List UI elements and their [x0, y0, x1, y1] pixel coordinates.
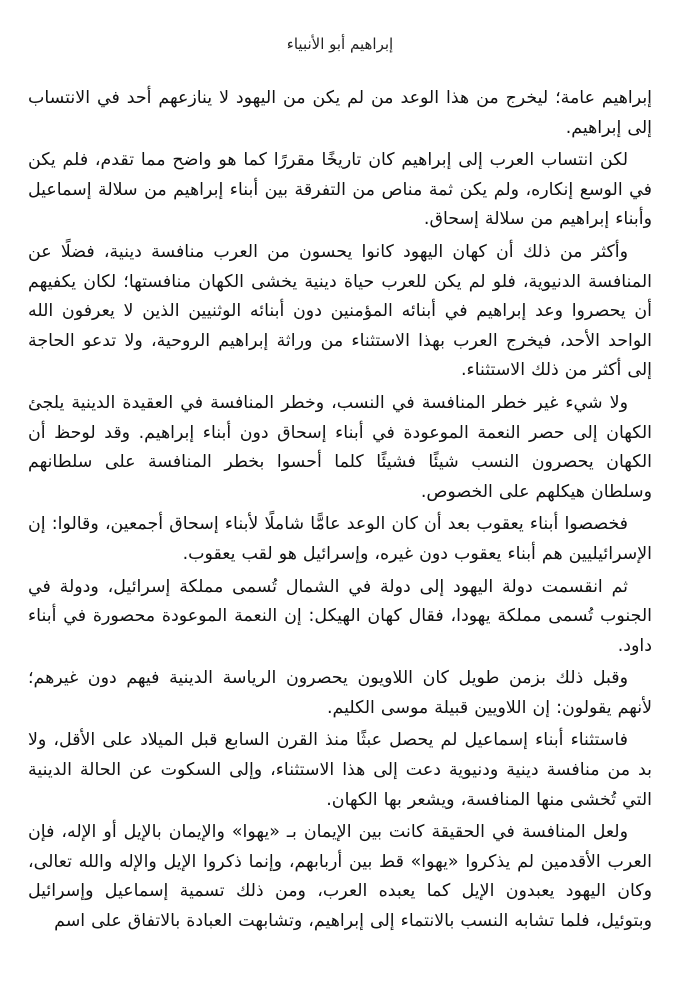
- paragraph: فخصصوا أبناء يعقوب بعد أن كان الوعد عامًّا شاملًا لأبناء إسحاق أجمعين، وقالوا: إن الإسرائيليين هم أبناء يعقوب دون غيره، وإسرائيل هو لقب يعقوب.: [28, 514, 652, 564]
- running-head: إبراهيم أبو الأنبياء: [286, 35, 394, 53]
- paragraph: ولا شيء غير خطر المنافسة في النسب، وخطر المنافسة في العقيدة الدينية يلجئ الكهان إلى حصر النعمة الموعودة في أبناء إسحاق دون أبناء إبراهيم. وقد لوحظ أن الكهان يحصرون النسب شيئًا فشيئًا كلما أحسوا بخطر المنافسة على سلطانهم وسلطان هيكلهم على الخصوص.: [28, 392, 652, 502]
- paragraph: ولعل المنافسة في الحقيقة كانت بين الإيمان بـ «يهوا» والإيمان بالإيل أو الإله، فإن العرب الأقدمين لم يذكروا «يهوا» قط بين أربابهم، وإنما ذكروا الإيل والإله والله تعالى، وكان اليهود يعبدون الإيل كما يعبده العرب، ومن ذلك تسمية إسماعيل وإسرائيل وبتوئيل، فلما تشابه النسب بالانتماء إلى إبراهيم، وتشابهت العبادة بالاتفاق على اسم: [28, 822, 652, 932]
- paragraph: وأكثر من ذلك أن كهان اليهود كانوا يحسون من العرب منافسة دينية، فضلًا عن المنافسة الدنيوية، فلو لم يكن للعرب حياة دينية يخشى الكهان منافستها؛ لكان يكفيهم أن يحصروا وعد إبراهيم في أبنائه المؤمنين دون أبنائه الوثنيين الذين لا يعرفون الله الواحد الأحد، فيخرج العرب بهذا الاستثناء من وراثة إبراهيم الروحية، ولا تدعو الحاجة إلى أكثر من ذلك الاستثناء.: [28, 241, 652, 381]
- paragraph: ثم انقسمت دولة اليهود إلى دولة في الشمال تُسمى مملكة إسرائيل، ودولة في الجنوب تُسمى مملكة يهودا، فقال كهان الهيكل: إن النعمة الموعودة محصورة في أبناء داود.: [28, 576, 652, 656]
- paragraph: وقبل ذلك بزمن طويل كان اللاويون يحصرون الرياسة الدينية فيهم دون غيرهم؛ لأنهم يقولون: إن اللاويين قبيلة موسى الكليم.: [28, 668, 652, 718]
- paragraph-continued: إبراهيم عامة؛ ليخرج من هذا الوعد من لم يكن من اليهود لا ينازعهم أحد في الانتساب إلى إبراهيم.: [28, 88, 652, 138]
- body-text: [28, 84, 652, 937]
- paragraph: فاستثناء أبناء إسماعيل لم يحصل عبثًا منذ القرن السابع قبل الميلاد على الأقل، ولا بد من منافسة دينية ودنيوية دعت إلى هذا الاستثناء، وإلى السكوت عن الحالة الدينية التي تُخشى منها المنافسة، ويشعر بها الكهان.: [28, 730, 652, 810]
- paragraph: لكن انتساب العرب إلى إبراهيم كان تاريخًا مقررًا كما هو واضح مما تقدم، فلم يكن في الوسع إنكاره، ولم يكن ثمة مناص من التفرقة بين أبناء إبراهيم من سلالة إسماعيل وأبناء إبراهيم من سلالة إسحاق.: [28, 150, 652, 230]
